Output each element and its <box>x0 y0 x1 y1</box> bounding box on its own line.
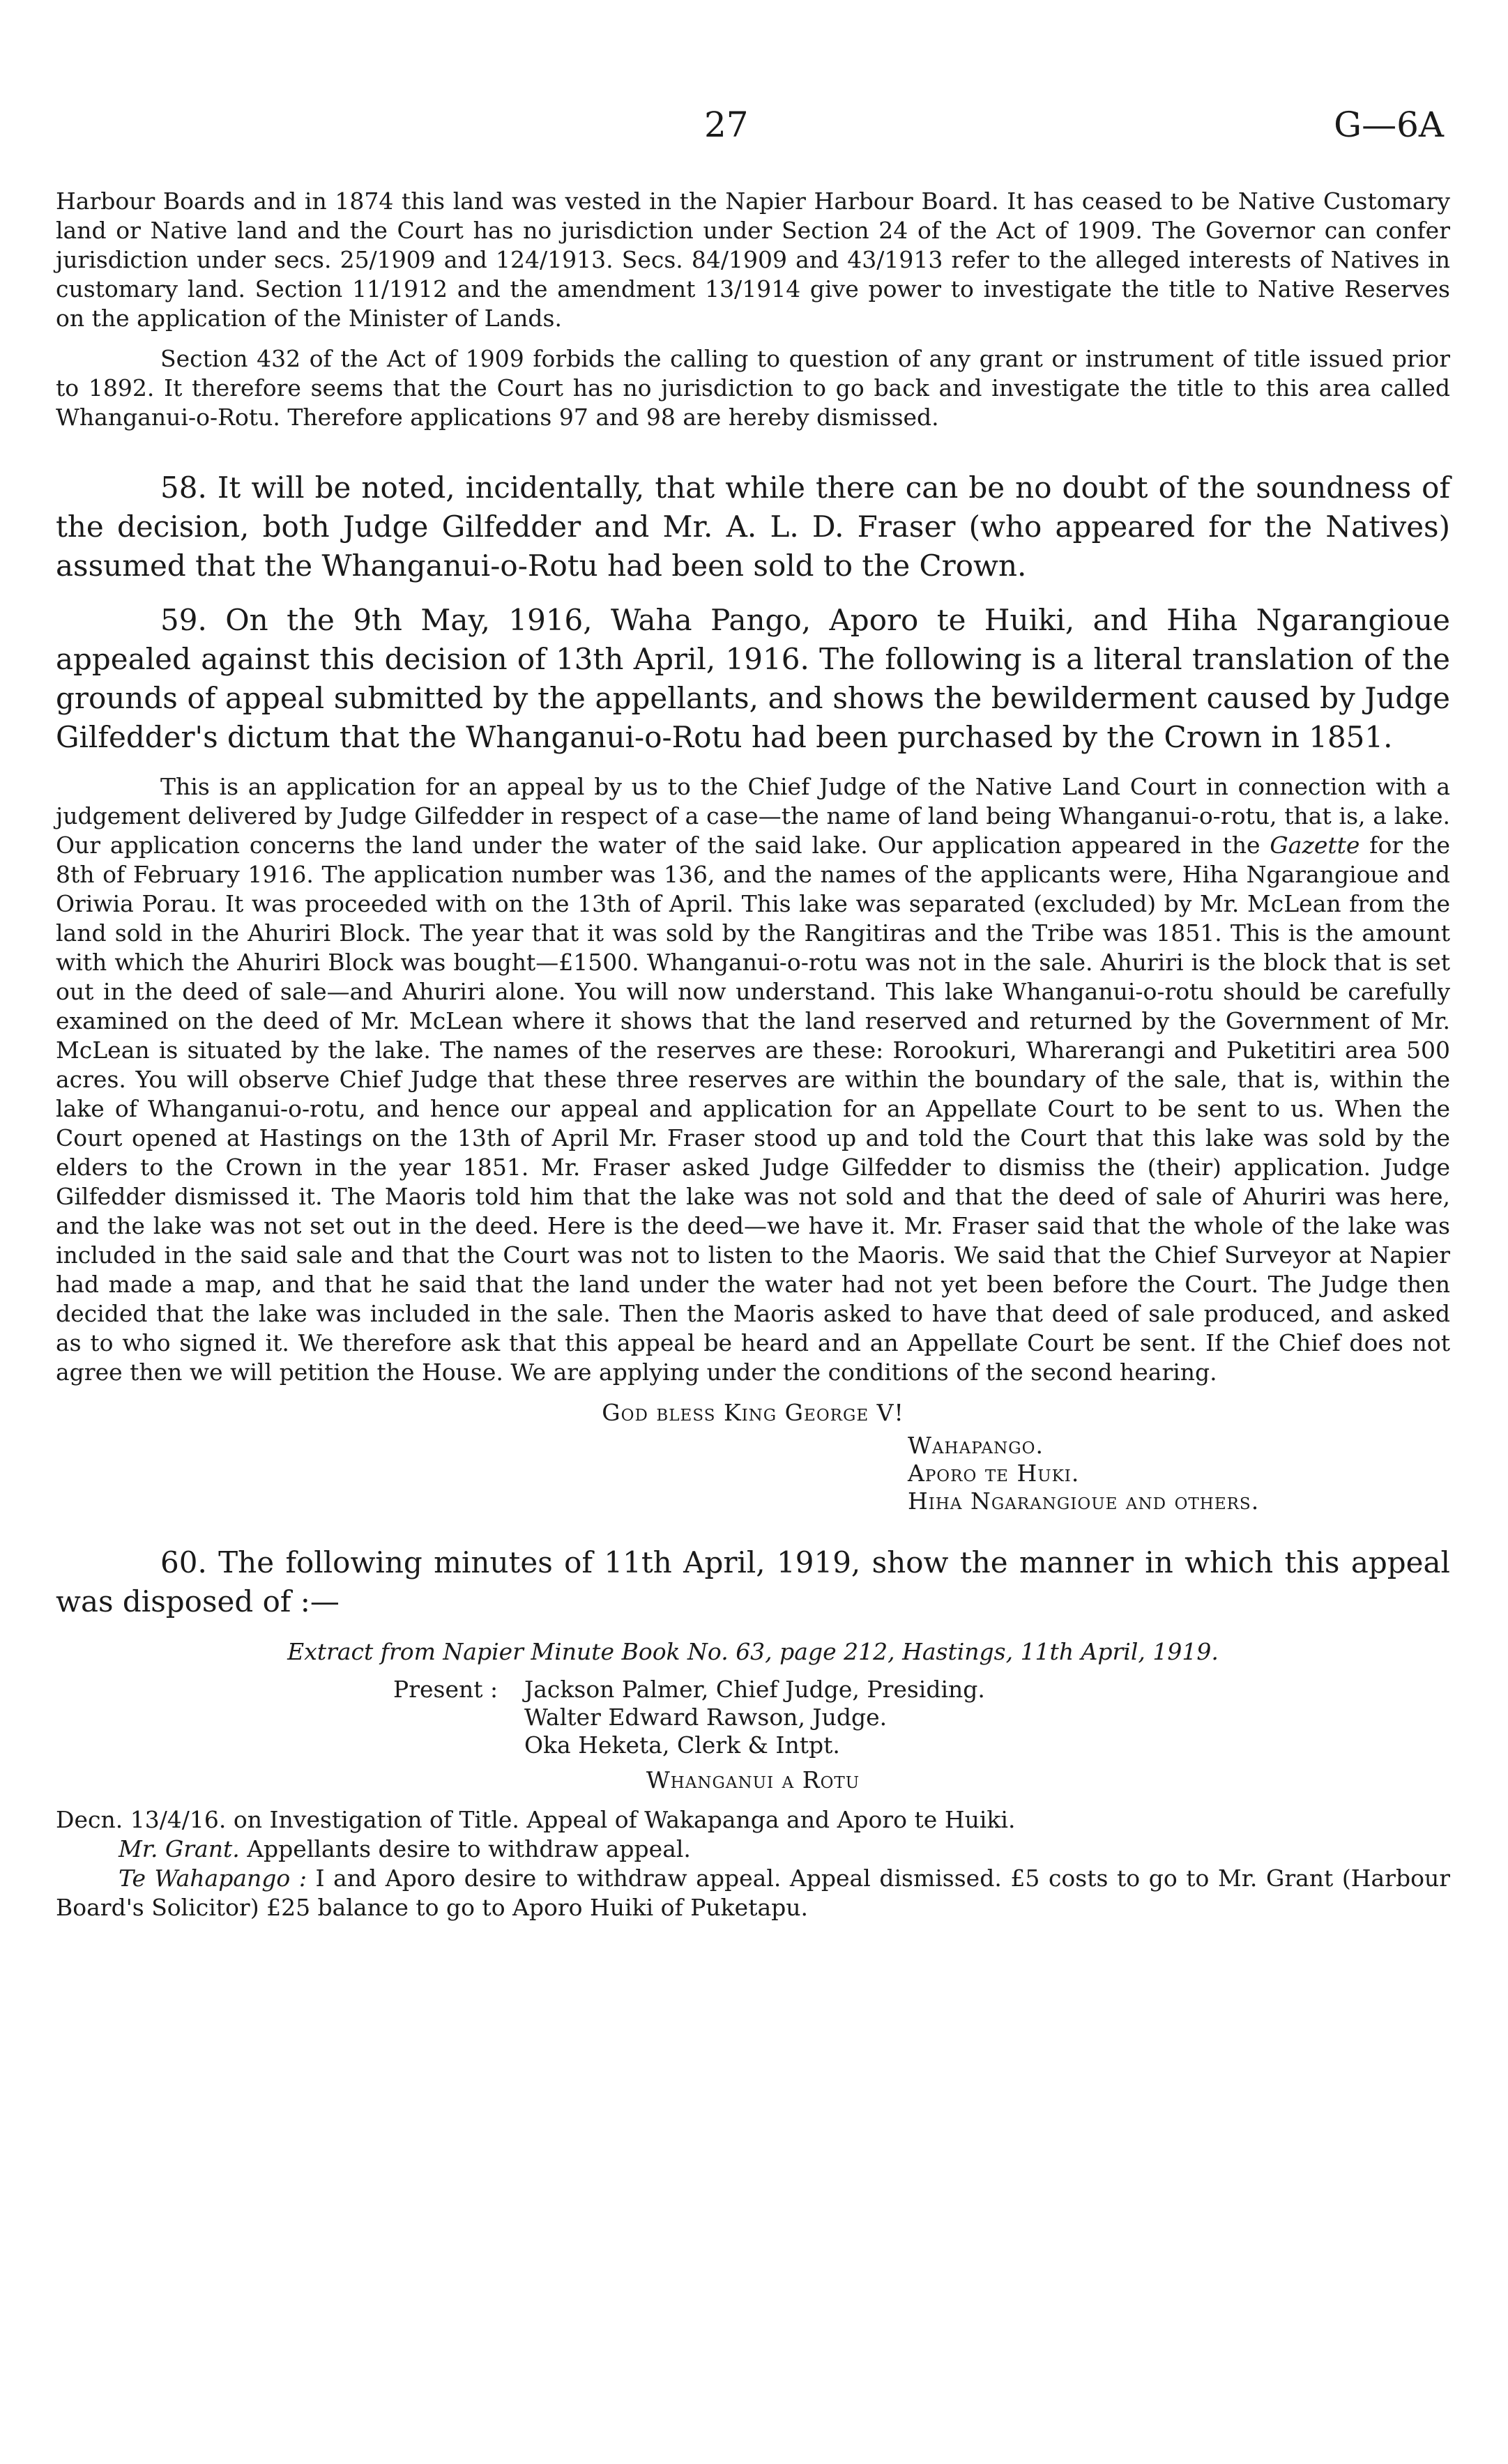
judgement-dismissal-paragraph: Section 432 of the Act of 1909 forbids the calling to question of any grant or instrument of title issued prior to 1892. It therefore seems that the Court has no jurisdiction to go back and investigate the title to this area called Whanganui-o-Rotu. Therefore applications 97 and 98 are hereby dismissed. <box>56 345 1450 431</box>
document-reference: G—6A <box>1334 105 1444 145</box>
speaker-text: I and Aporo desire to withdraw appeal. Appeal dismissed. £5 costs to go to Mr. Grant (Harbour Board's Solicitor) £25 balance to go to Aporo Huiki of Puketapu. <box>56 1865 1450 1921</box>
present-members <box>524 1676 985 1759</box>
present-member: Oka Heketa, Clerk & Intpt. <box>524 1731 840 1759</box>
paragraph-59: 59. On the 9th May, 1916, Waha Pango, Aporo te Huiki, and Hiha Ngarangioue appealed against this decision of 13th April, 1916. The following is a literal translation of the grounds of appeal submitted by the appellants, and shows the bewilderment caused by Judge Gilfedder's dictum that the Whanganui-o-Rotu had been purchased by the Crown in 1851. <box>56 603 1450 754</box>
letter-text-part-1: This is an application for an appeal by us to the Chief Judge of the Native Land Court in connection with a judgement delivered by Judge Gilfedder in respect of a case—the name of land being Whanganui-o-rotu, that is, a lake. Our application concerns the land under the water of the said lake. Our application appeared in the <box>56 773 1450 859</box>
spacer <box>56 443 1450 468</box>
signatory: Hiha Ngarangioue and others. <box>908 1487 1260 1515</box>
present-label: Present : <box>393 1676 498 1703</box>
paragraph-60: 60. The following minutes of 11th April, 1919, show the manner in which this appeal was disposed of :— <box>56 1545 1450 1619</box>
text-column <box>56 187 1450 1922</box>
appeal-letter-text <box>56 772 1450 1387</box>
blessing-line: God bless King George V! <box>602 1399 904 1426</box>
signature-block <box>908 1432 1450 1515</box>
present-member: Jackson Palmer, Chief Judge, Presiding. <box>524 1676 985 1703</box>
present-list <box>393 1676 1450 1759</box>
minute-title: Whanganui a Rotu <box>646 1766 860 1793</box>
paragraph-58: 58. It will be noted, incidentally, that while there can be no doubt of the soundness of the decision, both Judge Gilfedder and Mr. A. L. D. Fraser (who appeared for the Natives) assumed that the Whanganui-o-Rotu had been sold to the Crown. <box>56 470 1450 583</box>
spacer <box>56 1515 1450 1543</box>
present-member: Walter Edward Rawson, Judge. <box>524 1704 888 1731</box>
signatory: Aporo te Huki. <box>908 1460 1080 1487</box>
minute-line: Decn. 13/4/16. on Investigation of Title. Appeal of Wakapanga and Aporo te Huiki. <box>56 1806 1016 1833</box>
gazette-reference: Gazette <box>1270 832 1360 859</box>
speaker-name: Mr. Grant. <box>119 1835 240 1862</box>
minute-line <box>56 1835 1450 1864</box>
extract-title: Extract from Napier Minute Book No. 63, page 212, Hastings, 11th April, 1919. <box>287 1638 1219 1665</box>
letter-text-part-2: for the 8th of February 1916. The application number was 136, and the names of the applicants were, Hiha Ngarangioue and Oriwia Porau. It was proceeded with on the 13th of April. This lake was separated (excluded) by Mr. McLean from the land sold in the Ahuriri Block. The year that it was sold by the Rangitiras and the Tribe was 1851. This is the amount with which the Ahuriri Block was bought—£1500. Whanganui-o-rotu was not in the sale. Ahuriri is the block that is set out in the deed of sale—and Ahuriri alone. You will now understand. This lake Whanganui-o-rotu should be carefully examined on the deed of Mr. McLean where it shows that the land reserved and returned by the Government of Mr. McLean is situated by the lake. The names of the reserves are these: Rorookuri, Wharerangi and Puketitiri area 500 acres. You will observe Chief Judge that these three reserves are within the boundary of the sale, that is, within the lake of Whanganui-o-rotu, and hence our appeal and application for an Appellate Court to be sent to us. When the Court opened at Hastings on the 13th of April Mr. Fraser stood up and told the Court that this lake was sold by the elders to the Crown in the year 1851. Mr. Fraser asked Judge Gilfedder to dismiss the (their) application. Judge Gilfedder dismissed it. The Maoris told him that the lake was not sold and that the deed of sale of Ahuriri was here, and the lake was not set out in the deed. Here is the deed—we have it. Mr. Fraser said that the whole of the lake was included in the said sale and that the Court was not to listen to the Maoris. We said that the Chief Surveyor at Napier had made a map, and that he said that the land under the water had not yet been before the Court. The Judge then decided that the lake was included in the sale. Then the Maoris asked to have that deed of sale produced, and asked as to who signed it. We therefore ask that this appeal be heard and an Appellate Court be sent. If the Chief does not agree then we will petition the House. We are applying under the conditions of the second hearing. <box>56 832 1450 1386</box>
signatory: Wahapango. <box>908 1432 1044 1459</box>
minute-line <box>56 1864 1450 1922</box>
speaker-text: Appellants desire to withdraw appeal. <box>239 1835 691 1862</box>
judgement-continuation-paragraph: Harbour Boards and in 1874 this land was vested in the Napier Harbour Board. It has ceased to be Native Customary land or Native land and the Court has no jurisdiction under Section 24 of the Act of 1909. The Governor can confer jurisdiction under secs. 25/1909 and 124/1913. Secs. 84/1909 and 43/1913 refer to the alleged interests of Natives in customary land. Section 11/1912 and the amendment 13/1914 give power to investigate the title to Native Reserves on the application of the Minister of Lands. <box>56 188 1450 332</box>
page-number: 27 <box>704 105 749 145</box>
speaker-name: Te Wahapango : <box>119 1865 307 1892</box>
